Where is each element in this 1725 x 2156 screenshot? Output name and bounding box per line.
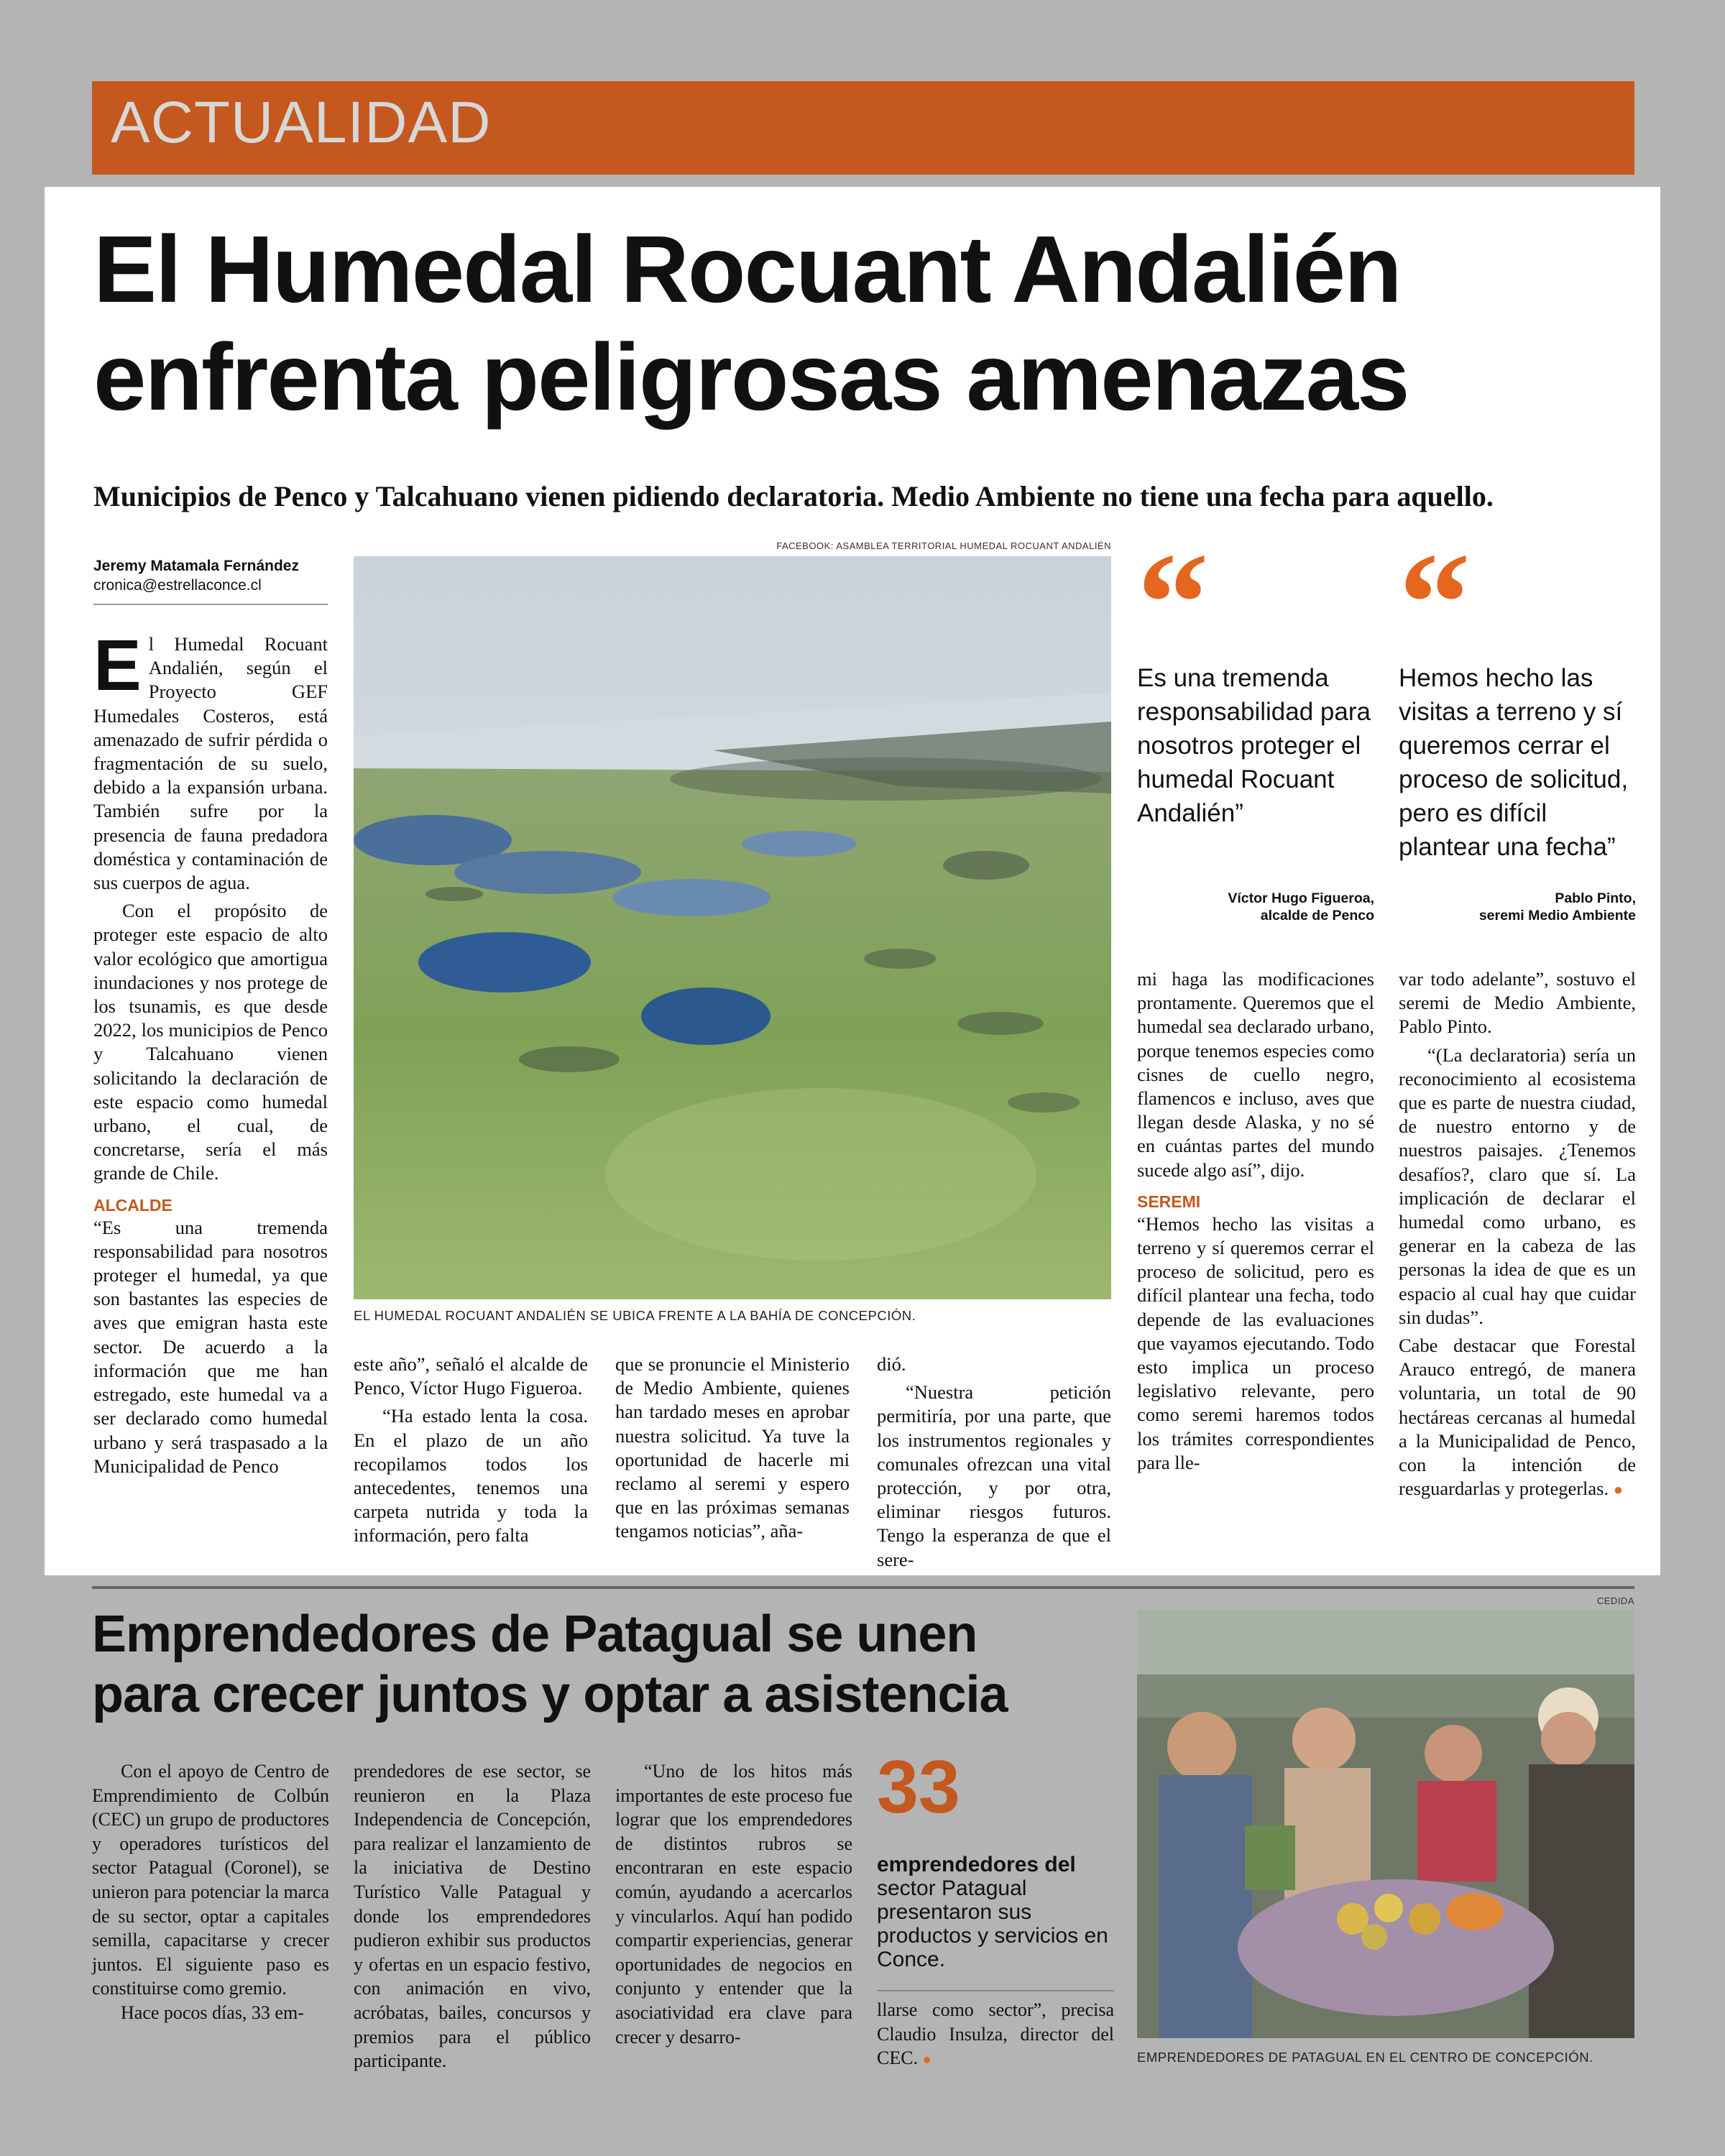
stat-bold-text: emprendedores del: [877, 1853, 1076, 1876]
article-column-4: [877, 1353, 1111, 1576]
pull-quote-1: [1137, 524, 1374, 830]
author-name: Jeremy Matamala Fernández: [93, 558, 299, 574]
article2-column-1: [92, 1759, 329, 2025]
article2-column-4: [877, 1998, 1114, 2073]
paragraph: Con el propósito de proteger este espacio de alto valor ecológico que amortigua inundaciones y nos protege de los tsunamis, es que desde 2022, los municipios de Penco y Talcahuano vienen solicitando la declaración de este espacio como humedal urbano, el cual, de concretarse, sería el más grande de Chile.: [93, 900, 328, 1184]
author-email: cronica@estrellaconce.cl: [93, 577, 262, 594]
paragraph: mi haga las modificaciones prontamente. Queremos que el humedal sea declarado urbano, porque tenemos especies como cisnes de cuello negro, flamencos e incluso, aves que llegan desde Alaska, y no sé en cuántas partes del mundo sucede algo así”, dijo.: [1137, 968, 1374, 1181]
quote-mark-icon: “: [1399, 524, 1471, 683]
paragraph: “Hemos hecho las visitas a terreno y sí queremos cerrar el proceso de solicitud, pero es difícil plantear una fecha, todo depende de las evaluaciones que vayamos ejecutando. Todo esto implica un proceso legislativo relevante, pero como seremi haremos todos los trámites correspondientes para lle-: [1137, 1212, 1374, 1473]
paragraph: “Ha estado lenta la cosa. En el plazo de un año recopilamos todos los antecedentes, tenemos una carpeta nutrida y toda la información, pero falta: [354, 1405, 588, 1547]
headline-line-2: para crecer juntos y optar a asistencia: [92, 1666, 1008, 1723]
article-column-6: [1399, 967, 1636, 1506]
paragraph: “Uno de los hitos más importantes de este proceso fue lograr que los emprendedores de distintos rubros se encontraran en este espacio común, ayudando a acercarlos y vincularlos. Aquí han podido compartir experiencias, generar oportunidades de negocios en conjunto y entender que la asociatividad era clave para crecer y desarro-: [615, 1761, 852, 2047]
entrepreneurs-photo: [1137, 1610, 1634, 2038]
quote-text: Hemos hecho las visitas a terreno y sí queremos cerrar el proceso de solicitud, pero es difícil plantear una fecha”: [1399, 664, 1629, 861]
paragraph: dió.: [877, 1353, 906, 1375]
article-column-5: [1137, 967, 1374, 1479]
quote-text: Es una tremenda responsabilidad para nosotros proteger el humedal Rocuant Andalién”: [1137, 664, 1371, 827]
article2-column-2: [354, 1759, 591, 2073]
paragraph: “Nuestra petición permitiría, por una parte, que los instrumentos regionales y comunales ofrezcan una vital protección, y por otra, eliminar riesgos futuros. Tengo la esperanza de que el sere-: [877, 1381, 1111, 1570]
subtitle-seremi: SEREMI: [1137, 1192, 1201, 1211]
paragraph: este año”, señaló el alcalde de Penco, Víctor Hugo Figueroa.: [354, 1353, 588, 1399]
photo-caption: EMPRENDEDORES DE PATAGUAL EN EL CENTRO DE CONCEPCIÓN.: [1137, 2050, 1593, 2065]
paragraph: “(La declaratoria) sería un reconocimiento al ecosistema que es parte de nuestra ciudad, de nuestro entorno y de nuestros paisajes. ¿Tenemos desafíos?, claro que sí. La implicación de declarar el humedal como urbano, es generar en la cabeza de las personas la idea de que es un espacio al cual hay que cuidar sin dudas”.: [1399, 1044, 1636, 1328]
quote-author: Pablo Pinto,: [1555, 890, 1636, 906]
section-divider: [92, 1586, 1634, 1589]
pull-quote-2: [1399, 524, 1636, 864]
article2-column-3: [615, 1759, 852, 2049]
subtitle-alcalde: ALCALDE: [93, 1195, 172, 1215]
headline-line-1: El Humedal Rocuant Andalién: [93, 216, 1401, 322]
end-mark-icon: ●: [1613, 1480, 1624, 1499]
paragraph: Cabe destacar que Forestal Arauco entregó, de manera voluntaria, un total de 90 hectáreas cercanas al humedal a la Municipalidad de Penco, con la intención de resguardarlas y protegerlas. ●: [1399, 1335, 1636, 1500]
byline: [93, 556, 328, 605]
drop-cap: E: [93, 625, 142, 706]
article-column-3: [615, 1353, 850, 1548]
paragraph: “Es una tremenda responsabilidad para nosotros proteger el humedal, ya que son bastantes las especies de aves que emigran hasta este sector. De acuerdo a la información que me han estregado, este humedal va a ser declarado como humedal urbano y será traspasado a la Municipalidad de Penco: [93, 1216, 328, 1477]
quote-attribution-1: [1137, 890, 1374, 924]
photo-caption: EL HUMEDAL ROCUANT ANDALIÉN SE UBICA FRENTE A LA BAHÍA DE CONCEPCIÓN.: [354, 1308, 916, 1323]
stat-description: [877, 1853, 1114, 1991]
wetland-photo: [354, 556, 1111, 1299]
headline-line-1: Emprendedores de Patagual se unen: [92, 1606, 978, 1663]
end-mark-icon: ●: [922, 2052, 932, 2068]
paragraph: que se pronuncie el Ministerio de Medio Ambiente, quienes han tardado meses en aprobar nuestra solicitud. Ya tuve la oportunidad de hacerle mi reclamo al seremi y espero que en las próximas semanas tengamos noticias”, aña-: [615, 1353, 850, 1542]
lead-paragraph: El Humedal Rocuant Andalién, según el Proyecto GEF Humedales Costeros, está amenazado de sufrir pérdida o fragmentación de su suelo, debido a la expansión urbana. También sufre por la presencia de fauna predadora doméstica y contaminación de sus cuerpos de agua.: [93, 625, 328, 894]
photo-credit: CEDIDA: [1596, 1595, 1634, 1606]
quote-role: seremi Medio Ambiente: [1478, 908, 1636, 923]
paragraph: prendedores de ese sector, se reunieron en la Plaza Independencia de Concepción, para realizar el lanzamiento de la iniciativa de Destino Turístico Valle Patagual y donde los emprendedores pudieron exhibir sus productos y ofertas en un espacio festivo, con animación en vivo, acróbatas, bailes, concursos y premios para el público participante.: [354, 1761, 591, 2072]
article-headline: [93, 216, 1639, 431]
photo-credit: FACEBOOK: ASAMBLEA TERRITORIAL HUMEDAL ROCUANT ANDALIÉN: [776, 540, 1111, 551]
article-column-2: [354, 1353, 588, 1552]
article2-headline: [92, 1604, 1127, 1725]
article-subhead: Municipios de Penco y Talcahuano vienen pidiendo declaratoria. Medio Ambiente no tiene una fecha para aquello.: [93, 480, 1494, 512]
paragraph: llarse como sector”, precisa Claudio Insulza, director del CEC. ●: [877, 1999, 1114, 2069]
quote-role: alcalde de Penco: [1260, 908, 1374, 923]
stat-text: sector Patagual presentaron sus productos y servicios en Conce.: [877, 1876, 1108, 1971]
stat-number: 33: [877, 1746, 960, 1829]
section-title: ACTUALIDAD: [111, 90, 492, 155]
quote-author: Víctor Hugo Figueroa,: [1228, 890, 1374, 906]
paragraph: var todo adelante”, sostuvo el seremi de Medio Ambiente, Pablo Pinto.: [1399, 968, 1636, 1038]
paragraph: Con el apoyo de Centro de Emprendimiento de Colbún (CEC) un grupo de productores y operadores turísticos del sector Patagual (Coronel), se unieron para potenciar la marca de su sector, optar a capitales semilla, capacitarse y crecer juntos. El siguiente paso es constituirse como gremio.: [92, 1761, 329, 1999]
quote-attribution-2: [1399, 890, 1636, 924]
headline-line-2: enfrenta peligrosas amenazas: [93, 324, 1409, 430]
article-column-1: [93, 625, 328, 1483]
quote-mark-icon: “: [1137, 524, 1209, 683]
paragraph: Hace pocos días, 33 em-: [121, 2001, 304, 2023]
